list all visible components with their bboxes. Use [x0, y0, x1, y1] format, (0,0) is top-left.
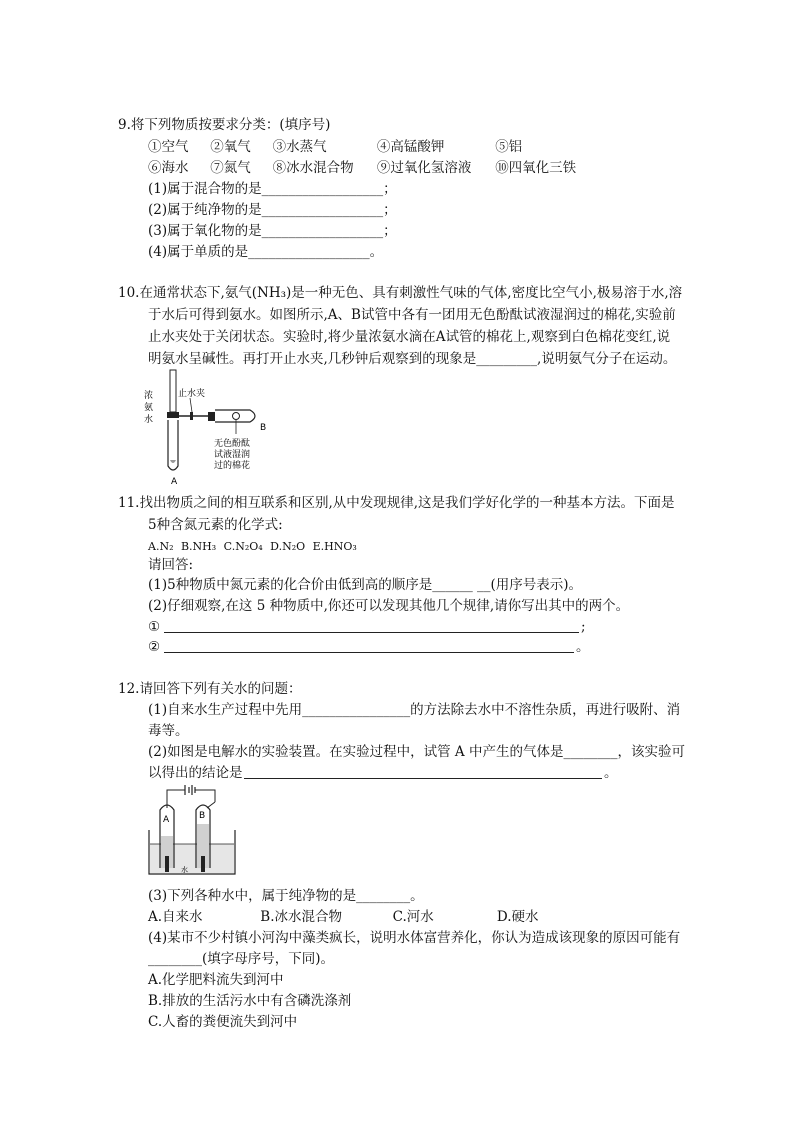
cotton-b-icon: [233, 413, 240, 420]
ammonia-diffusion-figure: [140, 368, 270, 488]
q11-line-2: 5种含氮元素的化学式:: [148, 517, 283, 533]
stopper-b-icon: [208, 412, 215, 421]
label-cotton-2: 试液湿润: [214, 450, 251, 460]
q11-blank-2: [148, 638, 588, 656]
q9-option: ⑥海水: [148, 160, 189, 176]
q12-part-3-options: [148, 908, 539, 926]
q12-part-4b: ________(填字母序号，下同)。: [148, 951, 335, 967]
q12-part-1b: 毒等。: [148, 723, 189, 739]
q9-option: ⑦氮气: [210, 160, 251, 176]
q12-stem: 12.请回答下列有关水的问题：: [118, 681, 302, 697]
q12-option: B.冰水混合物: [260, 909, 343, 925]
stopper-icon: [167, 412, 179, 418]
cotton-a-icon: [170, 460, 176, 463]
q12-option: A.自来水: [148, 909, 203, 925]
q12-part-3: (3)下列各种水中，属于纯净物的是________。: [148, 888, 424, 904]
q12-part-2b-text: 以得出的结论是: [148, 765, 243, 781]
q12-part-2a: (2)如图是电解水的实验装置。在实验过程中，试管 A 中产生的气体是________，该实验可: [148, 744, 685, 760]
q10-line-3: 止水夹处于关闭状态。实验时,将少量浓氨水滴在A试管的棉花上,观察到白色棉花变红,说: [148, 329, 671, 345]
q9-option: ⑨过氧化氢溶液: [376, 160, 472, 176]
q10-line-4: 明氨水呈碱性。再打开止水夹,几秒钟后观察到的现象是_________,说明氨气分子在运动。: [148, 351, 677, 367]
q9-part-1: (1)属于混合物的是__________________；: [148, 181, 397, 197]
test-tube-b-icon: [215, 410, 255, 422]
label-ammonia-3: 水: [144, 415, 154, 425]
q9-option: ②氧气: [210, 139, 251, 155]
q11-ask: 请回答:: [148, 557, 194, 573]
q9-part-2: (2)属于纯净物的是__________________；: [148, 202, 397, 218]
q12-option: C.河水: [392, 909, 434, 925]
q9-option-row-1: [148, 138, 522, 156]
q11-formulas: A.N₂ B.NH₃ C.N₂O₄ D.N₂O E.HNO₃: [148, 540, 357, 553]
label-tube-a: A: [171, 477, 178, 487]
q9-option: ⑩四氧化三铁: [495, 160, 577, 176]
answer-line: [164, 632, 579, 633]
q12-part-4a: (4)某市不少村镇小河沟中藻类疯长，说明水体富营养化，你认为造成该现象的原因可能有: [148, 930, 681, 946]
q12-part-2b-end: 。: [604, 765, 618, 781]
electrode-icon: [201, 856, 205, 872]
q11-blank-2-mark: ②: [148, 639, 161, 655]
q12-option: D.硬水: [496, 909, 539, 925]
q9-part-4: (4)属于单质的是__________________。: [148, 244, 384, 260]
dropper-icon: [170, 370, 176, 412]
clamp-icon: [190, 412, 193, 420]
q9-option: ④高锰酸钾: [376, 139, 445, 155]
q11-line-1: 11.找出物质之间的相互联系和区别,从中发现规律,这是我们学好化学的一种基本方法。下面是: [118, 495, 675, 511]
q9-option: ①空气: [148, 139, 189, 155]
label-tube-a: A: [163, 815, 170, 825]
label-tube-b: B: [260, 423, 267, 433]
q12-part-4-option-a: A.化学肥料流失到河中: [148, 972, 284, 988]
q9-option: ⑤铝: [495, 139, 523, 155]
water-electrolysis-figure: [145, 780, 240, 880]
q10-line-2: 于水后可得到氨水。如图所示,A、B试管中各有一团用无色酚酞试液湿润过的棉花,实验前: [148, 307, 676, 323]
answer-line: [244, 778, 602, 779]
electrode-icon: [165, 856, 169, 872]
q11-part-1: (1)5种物质中氮元素的化合价由低到高的顺序是______ __(用序号表示)。: [148, 577, 583, 593]
q12-part-4-option-b: B.排放的生活污水中有含磷洗涤剂: [148, 993, 352, 1009]
q11-blank-1: [148, 618, 588, 636]
q11-blank-1-end: ;: [581, 619, 586, 635]
q9-option-row-2: [148, 159, 576, 177]
q12-part-1a: (1)自来水生产过程中先用________________的方法除去水中不溶性杂质，再进行吸附、消: [148, 702, 681, 718]
q9-option: ⑧冰水混合物: [272, 160, 354, 176]
q9-part-3: (3)属于氧化物的是__________________；: [148, 223, 397, 239]
answer-line: [164, 652, 574, 653]
q9-option: ③水蒸气: [272, 139, 327, 155]
q10-line-1: 10.在通常状态下,氨气(NH₃)是一种无色、具有刺激性气味的气体,密度比空气小,极易溶于水,溶: [118, 285, 683, 301]
q9-stem: 9.将下列物质按要求分类：(填序号): [118, 117, 331, 133]
label-water: 水: [181, 866, 188, 874]
q11-part-2: (2)仔细观察,在这 5 种物质中,你还可以发现其他几个规律,请你写出其中的两个。: [148, 598, 630, 614]
q11-blank-2-end: 。: [576, 639, 590, 655]
label-tube-b: B: [199, 811, 206, 821]
q11-blank-1-mark: ①: [148, 619, 161, 635]
label-cotton-1: 无色酚酞: [214, 439, 251, 449]
label-ammonia-1: 浓: [144, 391, 154, 401]
label-ammonia-2: 氨: [144, 403, 154, 413]
label-clamp: 止水夹: [178, 389, 206, 399]
label-cotton-3: 过的棉花: [214, 461, 251, 471]
q12-part-4-option-c: C.人畜的粪便流失到河中: [148, 1014, 298, 1030]
